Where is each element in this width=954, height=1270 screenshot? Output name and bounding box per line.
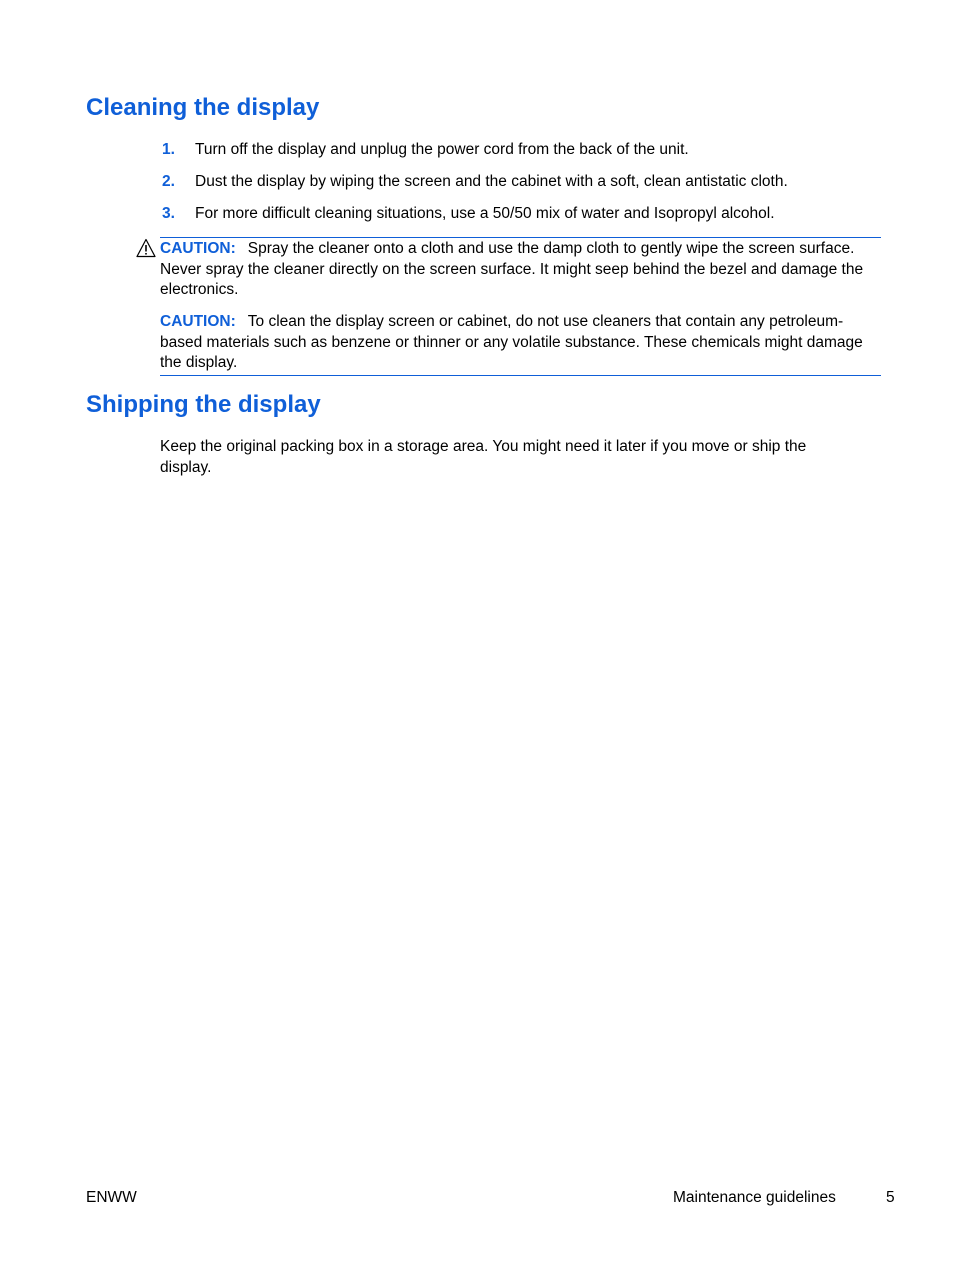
warning-triangle-icon bbox=[136, 238, 156, 258]
caution-label: CAUTION: bbox=[160, 313, 236, 330]
footer-label: ENWW bbox=[86, 1189, 137, 1206]
caution-note bbox=[160, 312, 881, 374]
page-number: 5 bbox=[886, 1189, 895, 1206]
step-text: Turn off the display and unplug the power cord from the back of the unit. bbox=[195, 141, 689, 158]
step-number: 1. bbox=[162, 141, 175, 158]
footer-section-title: Maintenance guidelines bbox=[673, 1189, 836, 1206]
step-text: For more difficult cleaning situations, use a 50/50 mix of water and Isopropyl alcohol. bbox=[195, 205, 775, 222]
step-text: Dust the display by wiping the screen and the cabinet with a soft, clean antistatic cloth. bbox=[195, 173, 788, 190]
shipping-paragraph: Keep the original packing box in a storage area. You might need it later if you move or ship the display. bbox=[160, 438, 807, 476]
caution-note bbox=[160, 239, 881, 301]
heading-shipping-the-display: Shipping the display bbox=[86, 391, 321, 418]
heading-cleaning-the-display: Cleaning the display bbox=[86, 94, 320, 121]
caution-text: Spray the cleaner onto a cloth and use the damp cloth to gently wipe the screen surface. Never spray the cleaner directly on the screen surface. It might seep behind the bezel and damage the electronics. bbox=[160, 240, 864, 298]
caution-notes-box bbox=[160, 237, 881, 376]
cleaning-steps-list bbox=[160, 139, 890, 235]
list-item bbox=[160, 139, 890, 171]
list-item bbox=[160, 203, 890, 235]
caution-text: To clean the display screen or cabinet, do not use cleaners that contain any petroleum-based materials such as benzene or thinner or any volatile substance. These chemicals might damage the display. bbox=[160, 313, 863, 371]
step-number: 3. bbox=[162, 205, 175, 222]
step-number: 2. bbox=[162, 173, 175, 190]
caution-label: CAUTION: bbox=[160, 240, 236, 257]
list-item bbox=[160, 171, 890, 203]
